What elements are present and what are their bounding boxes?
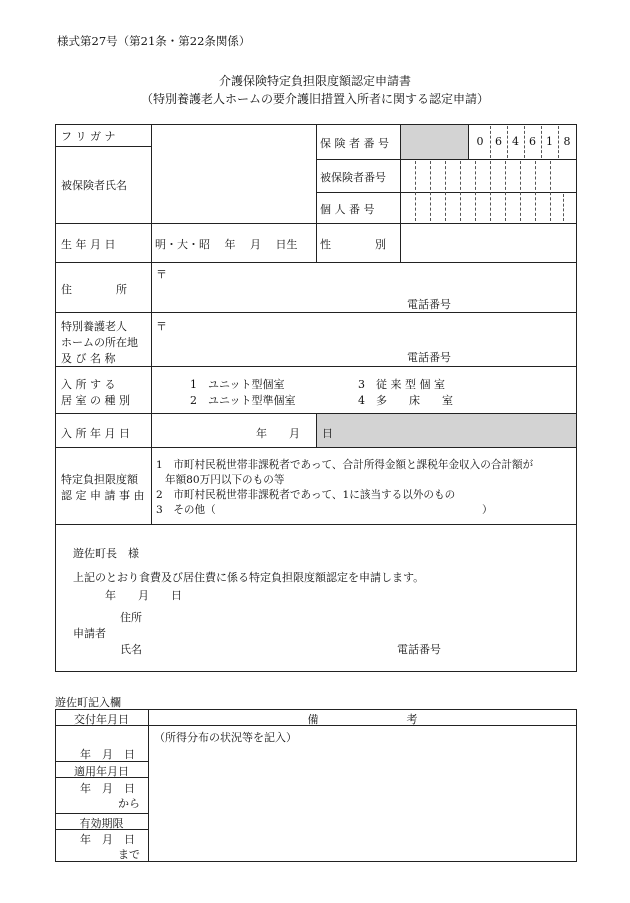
facility-phone-label: 電話番号 <box>407 351 451 364</box>
addressee: 遊佐町長 様 <box>73 547 139 560</box>
validity-label: 有効期限 <box>79 817 124 830</box>
facility-label-line1: 特別養護老人 <box>61 320 127 333</box>
personal-number-field[interactable] <box>402 194 576 222</box>
room-option-3[interactable]: 3 従 来 型 個 室 <box>358 378 445 391</box>
insurer-digit: 8 <box>563 135 571 148</box>
room-option-4[interactable]: 4 多 床 室 <box>358 394 453 407</box>
reason-option-1[interactable]: 1 市町村民税世帯非課税者であって、合計所得金額と課税年金収入の合計額が <box>156 459 534 471</box>
birth-date-value[interactable]: 明・大・昭 年 月 日生 <box>155 238 298 251</box>
insurer-digit: 0 <box>476 135 484 148</box>
apply-date-label: 適用年月日 <box>74 765 129 778</box>
issue-date-value[interactable]: 年 月 日 <box>80 748 135 761</box>
reason-option-1-cont: 年額80万円以下のもの等 <box>165 474 285 486</box>
admission-date-value[interactable]: 年 月 日 <box>256 427 333 440</box>
applicant-label: 申請者 <box>73 627 106 640</box>
facility-postal-mark: 〒 <box>156 320 167 333</box>
furigana-label: フ リ ガ ナ <box>61 130 116 143</box>
reason-option-2[interactable]: 2 市町村民税世帯非課税者であって、1に該当する以外のもの <box>156 489 456 501</box>
address-label: 住 所 <box>61 283 127 296</box>
address-postal-mark: 〒 <box>156 268 167 281</box>
declaration-date[interactable]: 年 月 日 <box>105 589 182 602</box>
validity-until: まで <box>118 848 140 861</box>
declaration-statement: 上記のとおり食費及び居住費に係る特定負担限度額認定を申請します。 <box>73 571 425 584</box>
remarks-note: （所得分布の状況等を記入） <box>154 731 297 744</box>
issue-date-label: 交付年月日 <box>74 713 129 726</box>
insured-number-field[interactable] <box>402 161 576 191</box>
applicant-name-field[interactable] <box>150 638 390 656</box>
insured-name-field[interactable] <box>153 148 314 222</box>
reason-option-3-close: ） <box>482 504 493 516</box>
address-phone-label: 電話番号 <box>407 298 451 311</box>
room-option-2[interactable]: 2 ユニット型準個室 <box>190 394 296 407</box>
form-subtitle: （特別養護老人ホームの要介護旧措置入所者に関する認定申請） <box>140 92 489 106</box>
room-option-1[interactable]: 1 ユニット型個室 <box>190 378 285 391</box>
reason-label-line1: 特定負担限度額 <box>61 473 138 486</box>
apply-date-from: から <box>118 797 140 810</box>
remarks-label: 備 考 <box>307 713 418 726</box>
insurer-digit: 6 <box>495 135 502 148</box>
remarks-field[interactable] <box>150 744 575 860</box>
facility-label-line2: ホームの所在地 <box>61 336 138 349</box>
applicant-name-label: 氏名 <box>120 643 142 656</box>
reason-option-3[interactable]: 3 その他（ <box>156 504 216 516</box>
room-type-label-line2: 居 室 の 種 別 <box>61 394 130 407</box>
office-section-title: 遊佐町記入欄 <box>55 696 121 709</box>
personal-number-label: 個 人 番 号 <box>320 203 375 216</box>
furigana-field[interactable] <box>153 126 314 145</box>
apply-date-value[interactable]: 年 月 日 <box>80 782 135 795</box>
reason-label-line2: 認 定 申 請 事 由 <box>61 489 145 502</box>
applicant-phone-label: 電話番号 <box>397 643 441 656</box>
facility-field[interactable] <box>153 314 575 364</box>
birth-date-label: 生 年 月 日 <box>61 238 116 251</box>
form-number: 様式第27号（第21条・第22条関係） <box>57 34 251 48</box>
insurer-digit: 1 <box>546 135 553 148</box>
room-type-label-line1: 入 所 す る <box>61 378 116 391</box>
insurer-digit: 6 <box>529 135 536 148</box>
address-field[interactable] <box>153 264 575 310</box>
applicant-address-field[interactable] <box>150 606 570 624</box>
facility-label-line3: 及 び 名 称 <box>61 352 116 365</box>
insured-number-label: 被保険者番号 <box>320 171 386 184</box>
reason-other-field[interactable] <box>218 502 480 516</box>
admission-date-label: 入 所 年 月 日 <box>61 427 130 440</box>
insurer-digit: 4 <box>512 135 519 148</box>
form-title: 介護保険特定負担限度額認定申請書 <box>218 74 411 88</box>
sex-field[interactable] <box>402 225 576 261</box>
applicant-address-label: 住所 <box>120 611 142 624</box>
sex-label: 性 別 <box>320 238 386 251</box>
insured-name-label: 被保険者氏名 <box>61 179 127 192</box>
insurer-number-label: 保 険 者 番 号 <box>320 137 389 150</box>
validity-date-value[interactable]: 年 月 日 <box>80 833 135 846</box>
